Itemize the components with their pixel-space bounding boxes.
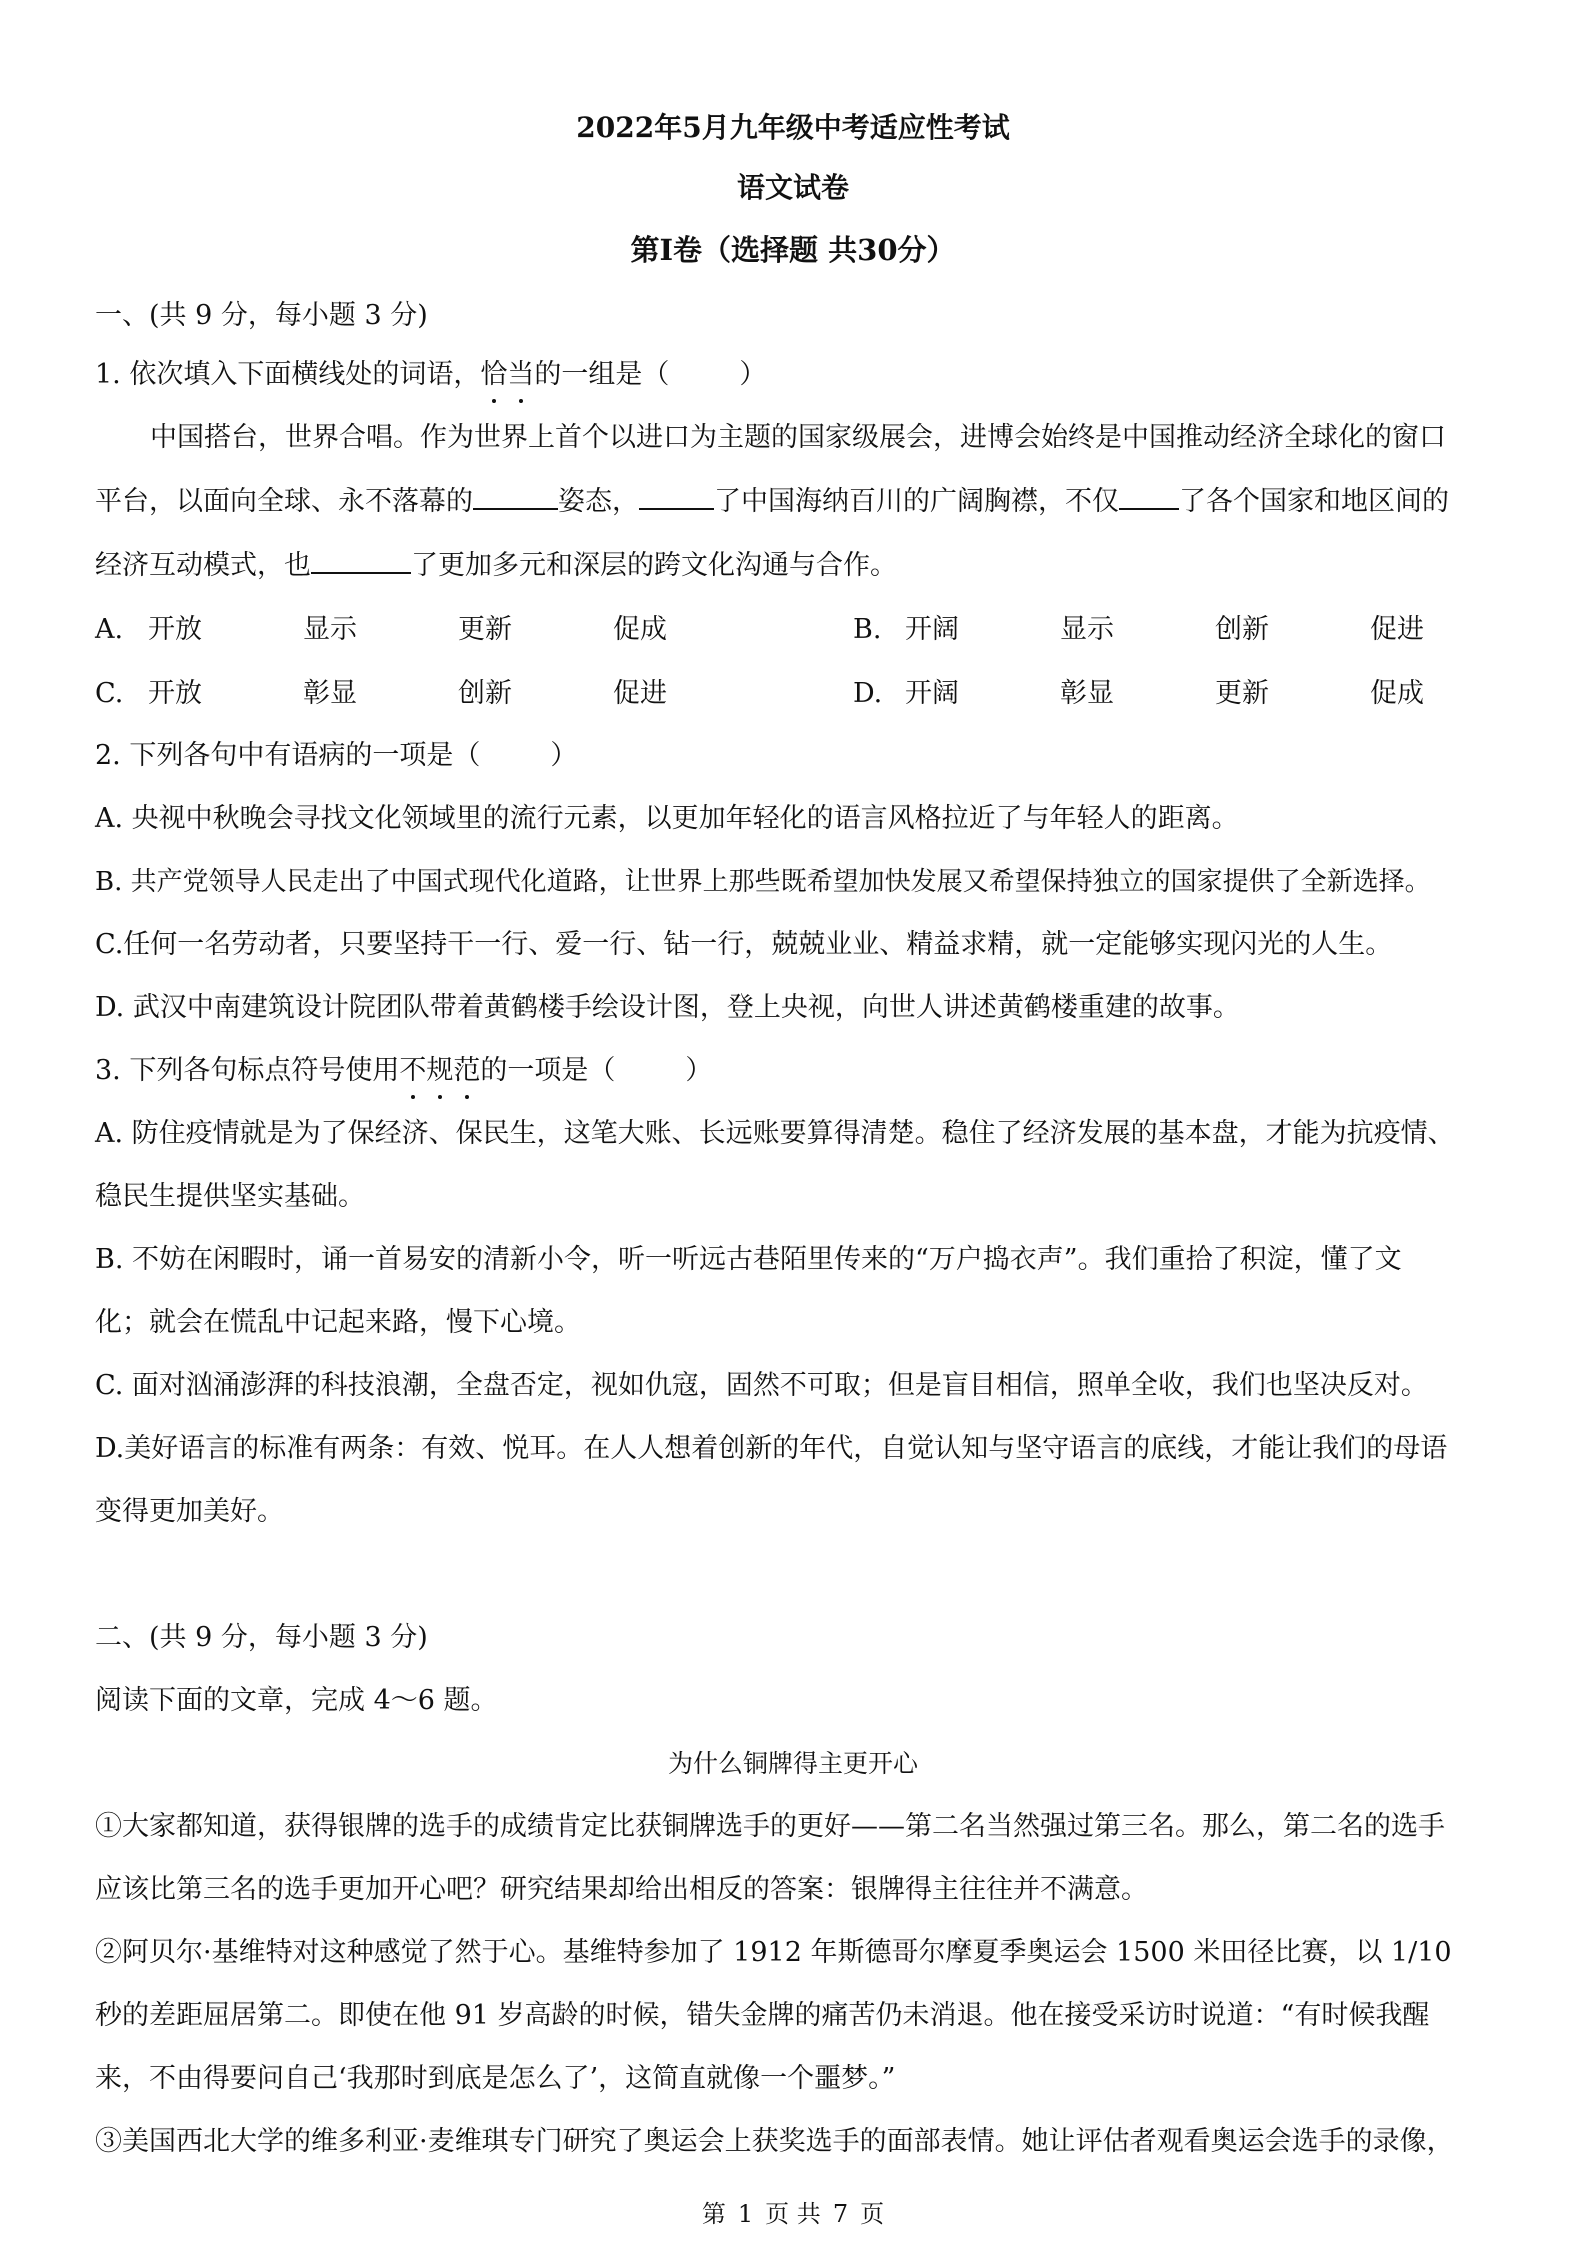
question-1-stem [95, 355, 1506, 395]
passage-text: 经济互动模式，也 [95, 550, 311, 581]
option-label: B. [853, 614, 882, 645]
q3-option-a-line-1: A. 防住疫情就是为了保经济、保民生，这笔大账、长远账要算得清楚。稳住了经济发展的基本盘，才能为抗疫情、 [95, 1118, 1455, 1149]
passage-text: 了中国海纳百川的广阔胸襟，不仅 [714, 486, 1119, 517]
passage-text: 了各个国家和地区间的 [1179, 486, 1449, 517]
option-word: 促进 [613, 678, 667, 709]
emphasis-dot-char: 不 [399, 1051, 426, 1091]
q1-stem-text: 1. 依次填入下面横线处的词语， [95, 359, 481, 390]
q3-option-d-line-1: D.美好语言的标准有两条：有效、悦耳。在人人想着创新的年代，自觉认知与坚守语言的底线，才能让我们的母语 [95, 1433, 1448, 1464]
section-2-heading: 二、(共 9 分，每小题 3 分) [95, 1622, 428, 1653]
volume-title: 第Ⅰ卷（选择题 共30分） [630, 233, 956, 267]
option-label: A. [95, 614, 124, 645]
footer-text: 第 [701, 2200, 726, 2228]
fill-blank [1119, 482, 1179, 510]
q3-option-d-line-2: 变得更加美好。 [95, 1496, 284, 1527]
q2-option-d: D. 武汉中南建筑设计院团队带着黄鹤楼手绘设计图，登上央视，向世人讲述黄鹤楼重建的故事。 [95, 992, 1240, 1023]
article-p1-line-1: ①大家都知道，获得银牌的选手的成绩肯定比获铜牌选手的更好——第二名当然强过第三名。那么，第二名的选手 [95, 1811, 1445, 1842]
q2-option-b: B. 共产党领导人民走出了中国式现代化道路，让世界上那些既希望加快发展又希望保持独立的国家提供了全新选择。 [95, 867, 1431, 897]
passage-text: 了更加多元和深层的跨文化沟通与合作。 [411, 550, 897, 581]
q1-stem-close: ） [739, 359, 767, 390]
q3-stem-close: ） [685, 1055, 713, 1086]
option-label: C. [95, 678, 124, 709]
question-3-stem [95, 1051, 1506, 1091]
total-pages: 7 [832, 2200, 849, 2228]
q3-option-b-line-2: 化；就会在慌乱中记起来路，慢下心境。 [95, 1307, 581, 1338]
passage-line-2 [95, 482, 1506, 522]
article-title: 为什么铜牌得主更开心 [667, 1749, 918, 1778]
option-word: 开阔 [905, 678, 959, 709]
option-word: 显示 [303, 614, 357, 645]
option-word: 开放 [148, 614, 202, 645]
q2-option-c: C.任何一名劳动者，只要坚持干一行、爱一行、钻一行，兢兢业业、精益求精，就一定能够实现闪光的人生。 [95, 929, 1393, 960]
q1-stem-text: 的一组是（ [534, 359, 670, 390]
q2-stem-text: 2. 下列各句中有语病的一项是（ [95, 740, 481, 771]
q3-stem-text: 3. 下列各句标点符号使用 [95, 1055, 400, 1086]
q3-stem-text: 的一项是（ [480, 1055, 616, 1086]
footer-text: 页 [860, 2200, 885, 2228]
page-number: 1 [737, 2200, 754, 2228]
q3-option-a-line-2: 稳民生提供坚实基础。 [95, 1181, 365, 1212]
footer-text: 页 共 [765, 2200, 821, 2228]
option-word: 彰显 [1060, 678, 1114, 709]
passage-line-1: 中国搭台，世界合唱。作为世界上首个以进口为主题的国家级展会，进博会始终是中国推动经济全球化的窗口 [150, 422, 1446, 453]
option-word: 开放 [148, 678, 202, 709]
passage-line-3 [95, 546, 1506, 586]
option-word: 更新 [1215, 678, 1269, 709]
fill-blank [639, 482, 714, 510]
subject-title: 语文试卷 [736, 171, 849, 204]
page-footer [0, 2198, 1586, 2230]
option-word: 促成 [1370, 678, 1424, 709]
q3-option-b-line-1: B. 不妨在闲暇时，诵一首易安的清新小令，听一听远古巷陌里传来的“万户捣衣声”。我们重拾了积淀，懂了文 [95, 1244, 1402, 1275]
emphasis-dot-char: 规 [426, 1051, 453, 1091]
passage-text: 平台，以面向全球、永不落幕的 [95, 486, 473, 517]
q3-option-c: C. 面对汹涌澎湃的科技浪潮，全盘否定，视如仇寇，固然不可取；但是盲目相信，照单全收，我们也坚决反对。 [95, 1370, 1428, 1401]
article-p2-line-3: 来，不由得要问自己‘我那时到底是怎么了’，这简直就像一个噩梦。” [95, 2063, 896, 2094]
article-p2-line-1: ②阿贝尔·基维特对这种感觉了然于心。基维特参加了 1912 年斯德哥尔摩夏季奥运会 1500 米田径比赛，以 1/10 [95, 1937, 1452, 1968]
emphasis-dot-char: 范 [453, 1051, 480, 1091]
option-word: 彰显 [303, 678, 357, 709]
option-word: 创新 [458, 678, 512, 709]
section-1-heading: 一、(共 9 分，每小题 3 分) [95, 300, 428, 331]
q2-stem-close: ） [550, 740, 578, 771]
q2-option-a: A. 央视中秋晚会寻找文化领域里的流行元素，以更加年轻化的语言风格拉近了与年轻人的距离。 [95, 803, 1239, 834]
emphasis-dot-char: 当 [507, 355, 534, 395]
exam-title: 2022年5月九年级中考适应性考试 [576, 111, 1010, 144]
option-word: 开阔 [905, 614, 959, 645]
fill-blank [311, 546, 411, 574]
fill-blank [473, 482, 558, 510]
article-p2-line-2: 秒的差距屈居第二。即使在他 91 岁高龄的时候，错失金牌的痛苦仍未消退。他在接受采访时说道：“有时候我醒 [95, 2000, 1430, 2031]
emphasis-dot-char: 恰 [480, 355, 507, 395]
option-label: D. [853, 678, 883, 709]
option-word: 促进 [1370, 614, 1424, 645]
option-word: 创新 [1215, 614, 1269, 645]
option-word: 显示 [1060, 614, 1114, 645]
passage-text: 姿态， [558, 486, 639, 517]
section-2-instruction: 阅读下面的文章，完成 4～6 题。 [95, 1685, 498, 1716]
option-word: 更新 [458, 614, 512, 645]
question-2-stem [95, 736, 1506, 776]
article-p3-line-1: ③美国西北大学的维多利亚·麦维琪专门研究了奥运会上获奖选手的面部表情。她让评估者观看奥运会选手的录像， [95, 2126, 1454, 2157]
option-word: 促成 [613, 614, 667, 645]
article-p1-line-2: 应该比第三名的选手更加开心吧？研究结果却给出相反的答案：银牌得主往往并不满意。 [95, 1874, 1148, 1905]
